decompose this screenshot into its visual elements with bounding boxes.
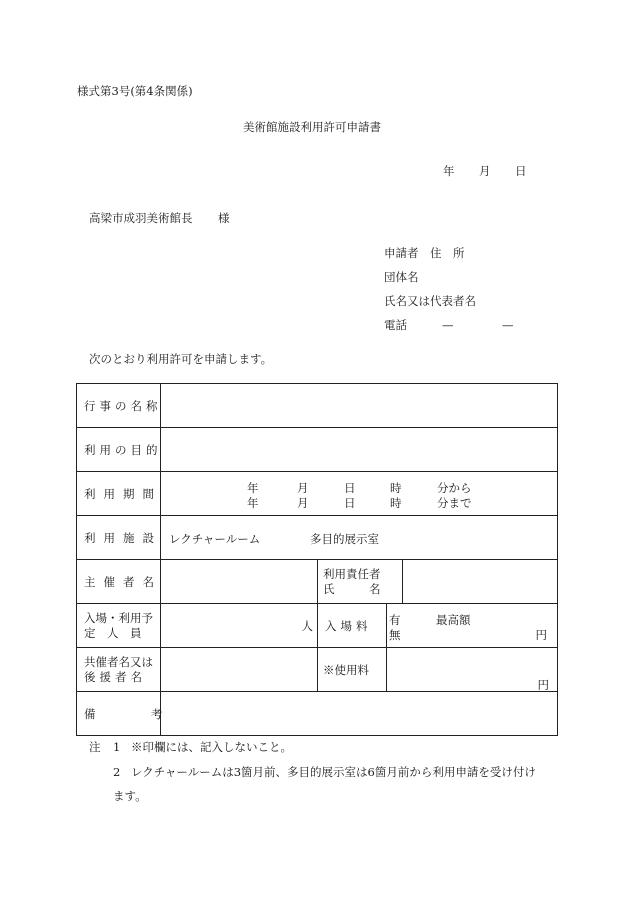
period-label: 利用期間	[77, 472, 161, 516]
period-field[interactable]	[161, 472, 558, 516]
notes-prefix: 注	[89, 740, 101, 754]
facility-option-lecture-room[interactable]: レクチャールーム	[169, 532, 261, 546]
visitors-label-line1: 入場・利用予	[84, 610, 153, 625]
admission-label: 入場料	[318, 604, 387, 648]
organizer-label: 主催者名	[77, 560, 161, 604]
event-name-field[interactable]	[161, 384, 558, 428]
visitors-label-line2: 定 人 員	[84, 625, 142, 640]
date-year-label: 年	[443, 164, 455, 178]
period-end-to: 分まで	[437, 496, 472, 510]
cosponsor-label	[77, 648, 161, 692]
row-purpose	[77, 428, 558, 472]
period-end-month: 月	[297, 496, 309, 510]
purpose-field[interactable]	[161, 428, 558, 472]
cosponsor-field[interactable]	[161, 648, 318, 692]
row-remarks	[77, 692, 558, 736]
responsible-person-label	[318, 560, 403, 604]
admission-field[interactable]	[387, 604, 558, 648]
phone-label: 電話	[384, 318, 407, 332]
cosponsor-label-line2: 後援者名	[84, 669, 146, 684]
period-start-day: 日	[344, 481, 356, 495]
addressee: 高梁市成羽美術館長	[89, 211, 193, 225]
remarks-label-char2: 考	[150, 706, 163, 721]
facility-option-exhibition-room[interactable]: 多目的展示室	[310, 532, 379, 546]
purpose-label: 利用の目的	[77, 428, 161, 472]
row-period	[77, 472, 558, 516]
phone-dash-2: —	[502, 318, 514, 332]
usage-fee-label: ※使用料	[318, 648, 387, 692]
remarks-field[interactable]	[161, 692, 558, 736]
organizer-field[interactable]	[161, 560, 318, 604]
admission-no[interactable]: 無	[389, 628, 401, 642]
document-title: 美術館施設利用許可申請書	[243, 120, 381, 134]
period-start-year: 年	[247, 481, 259, 495]
period-start-month: 月	[297, 481, 309, 495]
phone-dash-1: —	[442, 318, 454, 332]
admission-yen: 円	[535, 628, 547, 642]
remarks-label-char1: 備	[84, 706, 96, 721]
admission-yes[interactable]: 有	[389, 613, 401, 627]
organization-label: 団体名	[384, 270, 419, 284]
period-end-year: 年	[247, 496, 259, 510]
facility-field[interactable]	[161, 516, 558, 560]
row-facility	[77, 516, 558, 560]
row-cosponsor	[77, 648, 558, 692]
row-visitors	[77, 604, 558, 648]
period-end-day: 日	[344, 496, 356, 510]
admission-max-label: 最高額	[436, 613, 471, 627]
note-1-text: ※印欄には、記入しないこと。	[131, 740, 292, 754]
address-label: 住 所	[430, 246, 465, 260]
responsible-label-line1: 利用責任者	[323, 566, 381, 581]
expected-visitors-field[interactable]	[161, 604, 318, 648]
period-end-hour: 時	[390, 496, 402, 510]
usage-fee-yen: 円	[537, 678, 549, 692]
date-month-label: 月	[479, 164, 491, 178]
responsible-person-field[interactable]	[403, 560, 558, 604]
period-start-hour: 時	[390, 481, 402, 495]
note-2-text-line2: ます。	[113, 789, 147, 803]
note-1-number: 1	[113, 740, 121, 754]
note-2-number: 2	[113, 765, 121, 779]
intro-sentence: 次のとおり利用許可を申請します。	[89, 352, 273, 366]
date-day-label: 日	[515, 164, 527, 178]
applicant-label: 申請者	[384, 246, 419, 260]
representative-name-label: 氏名又は代表者名	[384, 294, 476, 308]
visitors-unit: 人	[301, 618, 313, 633]
period-start-from: 分から	[437, 481, 472, 495]
cosponsor-label-line1: 共催者名又は	[84, 654, 153, 669]
remarks-label	[77, 692, 161, 736]
row-event-name	[77, 384, 558, 428]
facility-label: 利用施設	[77, 516, 161, 560]
honorific: 様	[218, 211, 230, 225]
event-name-label: 行事の名称	[77, 384, 161, 428]
row-organizer	[77, 560, 558, 604]
responsible-label-line2: 氏 名	[323, 581, 381, 596]
application-table	[76, 383, 558, 736]
usage-fee-field[interactable]	[387, 648, 558, 692]
note-2-text-line1: レクチャールームは3箇月前、多目的展示室は6箇月前から利用申請を受け付け	[131, 765, 536, 779]
expected-visitors-label	[77, 604, 161, 648]
form-number: 様式第3号(第4条関係)	[77, 84, 193, 98]
